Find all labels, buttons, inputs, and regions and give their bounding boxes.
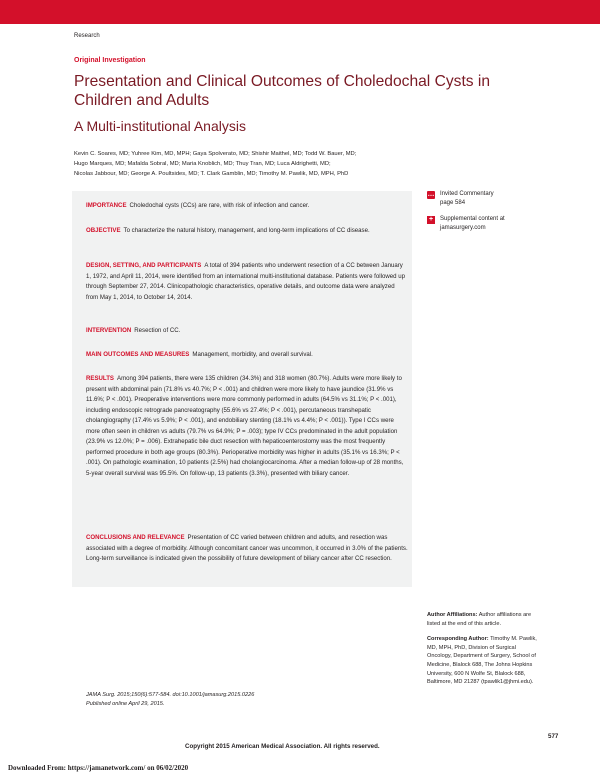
link-label: Supplemental content at xyxy=(440,216,505,222)
abstract-text: Choledochal cysts (CCs) are rare, with risk of infection and cancer. xyxy=(129,202,310,209)
abstract-intervention xyxy=(86,326,408,337)
journal-header-bar xyxy=(0,0,600,24)
section-label: Research xyxy=(74,33,100,39)
abstract-importance xyxy=(86,201,408,212)
link-label: Invited Commentary xyxy=(440,191,494,197)
abstract-heading: CONCLUSIONS AND RELEVANCE xyxy=(86,534,185,541)
abstract-conclusions xyxy=(86,533,408,565)
invited-commentary-link[interactable] xyxy=(427,190,537,208)
abstract-text: Management, morbidity, and overall survival. xyxy=(192,351,313,358)
abstract-objective xyxy=(86,226,408,237)
abstract-text: A total of 394 patients who underwent resection of a CC between January 1, 1972, and April 11, 2014, were identified from an international multi-institutional database. Patients were followed up through September 27, 2014. Clinicopathologic characteristics, operative details, and outcome data were analyzed from May 1, 2014, to October 14, 2014. xyxy=(86,262,405,301)
abstract-text: Presentation of CC varied between children and adults, and resection was associated with a degree of morbidity. Although concomitant cancer was uncommon, it occurred in 3.0% of the patients. Long-term surveillance is indicated given the possibility of future development of biliary cancer after CC resection. xyxy=(86,534,408,562)
abstract-heading: IMPORTANCE xyxy=(86,202,127,209)
corresponding-author xyxy=(427,635,537,687)
article-type: Original Investigation xyxy=(74,57,146,64)
abstract-heading: DESIGN, SETTING, AND PARTICIPANTS xyxy=(86,262,202,269)
corresponding-heading: Corresponding Author: xyxy=(427,636,489,643)
corresponding-text: Timothy M. Pawlik, MD, MPH, PhD, Division of Surgical Oncology, Department of Surgery, School of Medicine, Blalock 688, The Johns Hopkins University, 600 N Wolfe St, Blalock 688, Baltimore, MD 21287 (tpawlik1@jhmi.edu). xyxy=(427,636,537,686)
article-title: Presentation and Clinical Outcomes of Choledochal Cysts in Children and Adults xyxy=(74,73,491,109)
abstract-outcomes xyxy=(86,350,408,361)
abstract-heading: OBJECTIVE xyxy=(86,227,121,234)
author-line: Hugo Marques, MD; Mafalda Sobral, MD; Maria Knoblich, MD; Thuy Tran, MD; Luca Aldrighetti, MD; xyxy=(74,161,331,167)
supplemental-content-link[interactable] xyxy=(427,215,537,233)
copyright-notice: Copyright 2015 American Medical Association. All rights reserved. xyxy=(185,743,380,750)
affiliations-text: Author affiliations are listed at the end of this article. xyxy=(427,612,532,627)
citation-line: JAMA Surg. 2015;150(6):577-584. doi:10.1001/jamasurg.2015.0226 xyxy=(86,692,255,698)
plus-icon: + xyxy=(428,216,434,223)
abstract-design xyxy=(86,261,408,303)
citation xyxy=(86,691,406,708)
link-detail: jamasurgery.com xyxy=(440,225,486,231)
publication-date: Published online April 29, 2015. xyxy=(86,700,165,707)
page-number: 577 xyxy=(548,733,559,740)
related-links xyxy=(427,190,537,240)
author-line: Nicolas Jabbour, MD; George A. Poultsides, MD; T. Clark Gamblin, MD; Timothy M. Pawlik, MD, MPH, PhD xyxy=(74,171,349,177)
affiliations-note xyxy=(427,611,537,628)
affiliations-heading: Author Affiliations: xyxy=(427,612,478,618)
abstract-text: Resection of CC. xyxy=(134,327,181,334)
link-detail: page 584 xyxy=(440,200,466,206)
article-subtitle: A Multi-institutional Analysis xyxy=(74,118,246,134)
abstract-heading: INTERVENTION xyxy=(86,327,132,334)
abstract-results xyxy=(86,374,408,479)
abstract-heading: RESULTS xyxy=(86,375,114,382)
download-stamp: Downloaded From: https://jamanetwork.com/ on 06/02/2020 xyxy=(8,764,189,772)
author-line: Kevin C. Soares, MD; Yuhree Kim, MD, MPH; Gaya Spolverato, MD; Shishir Maithel, MD; Todd W. Bauer, MD; xyxy=(74,151,357,157)
author-list xyxy=(74,149,414,179)
abstract-text: To characterize the natural history, management, and long-term implications of CC disease. xyxy=(123,227,370,234)
author-affiliations xyxy=(427,611,537,694)
abstract-text: Among 394 patients, there were 135 children (34.3%) and 318 women (80.7%). Adults were more likely to present with abdominal pain (71.8% vs 40.7%; P < .001) and children were more likely to have jaundice (31.9% vs 11.6%; P < .001). Preoperative interventions were more commonly performed in adults (64.5% vs 31.1%; P < .001), including endoscopic retrograde pancreatography (55.6% vs 27.4%; P < .001), percutaneous transhepatic cholangiography (17.4% vs 5.9%; P < .001), and endobiliary stenting (18.1% vs 4.4%; P < .001)). Type I CCs were more often seen in children vs adults (79.7% vs 64.9%; P = .003); type IV CCs predominated in the adult population (23.9% vs 12.0%; P = .006). Extrahepatic bile duct resection with hepaticoenterostomy was the most frequently performed procedure in both age groups (80.3%). Perioperative morbidity was higher in adults (35.1% vs 16.3%; P < .001). On pathologic examination, 10 patients (2.5%) had cholangiocarcinoma. After a median follow-up of 28 months, 5-year overall survival was 95.5%. On follow-up, 13 patients (3.3%), presented with biliary cancer. xyxy=(86,375,404,477)
comment-icon: … xyxy=(427,191,435,198)
abstract-heading: MAIN OUTCOMES AND MEASURES xyxy=(86,351,190,358)
